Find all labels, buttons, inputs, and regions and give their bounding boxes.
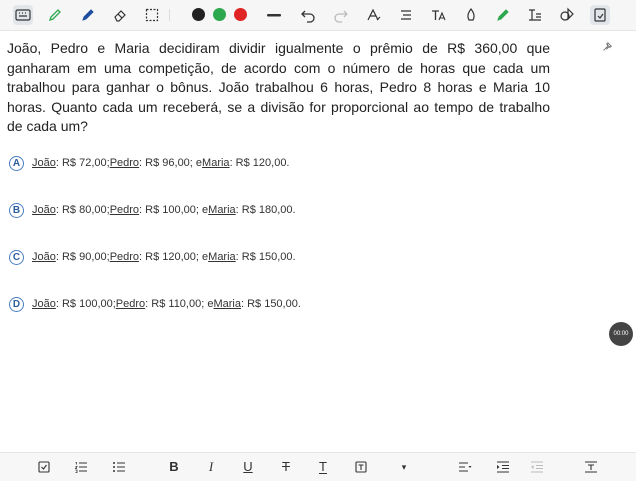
option-value-3: : R$ 180,00. <box>235 204 296 216</box>
option-name-1: João <box>32 298 56 310</box>
bold-button[interactable] <box>165 459 183 475</box>
text-box-icon[interactable] <box>525 5 545 25</box>
undo-icon[interactable] <box>298 5 318 25</box>
option-value-2: : R$ 96,00; e <box>139 157 203 169</box>
option-letter-badge: A <box>9 156 24 171</box>
text-style-button[interactable] <box>314 459 332 475</box>
option-letter-badge: C <box>9 250 24 265</box>
paragraph-align-icon[interactable] <box>456 459 474 475</box>
handwriting-to-text-icon[interactable] <box>364 5 384 25</box>
option-value-1: : R$ 100,00; <box>55 298 116 310</box>
checkbox-list-icon[interactable] <box>35 459 53 475</box>
indent-icon[interactable] <box>494 459 512 475</box>
option-d[interactable] <box>9 294 301 314</box>
option-value-3: : R$ 120,00. <box>229 157 290 169</box>
underline-label: U <box>243 459 253 474</box>
outdent-icon[interactable] <box>528 459 546 475</box>
bold-label: B <box>169 459 179 474</box>
redo-icon[interactable] <box>331 5 351 25</box>
option-name-2: Pedro <box>109 251 140 263</box>
pen-icon[interactable] <box>45 5 65 25</box>
underline-button[interactable] <box>239 459 257 475</box>
color-red-swatch[interactable] <box>234 8 247 21</box>
color-green-swatch[interactable] <box>213 8 226 21</box>
option-name-3: Maria <box>208 251 236 263</box>
option-value-2: : R$ 100,00; e <box>139 204 209 216</box>
lasso-select-icon[interactable] <box>142 5 162 25</box>
top-toolbar <box>0 0 636 31</box>
bottom-toolbar <box>0 452 636 481</box>
option-name-1: João <box>32 204 56 216</box>
pin-icon[interactable] <box>600 40 614 54</box>
read-mode-icon[interactable] <box>590 5 610 25</box>
toolbar-divider <box>169 9 170 21</box>
text-align-icon[interactable] <box>396 5 416 25</box>
option-value-3: : R$ 150,00. <box>240 298 301 310</box>
strikethrough-label: T <box>282 459 290 474</box>
strikethrough-button[interactable] <box>277 459 295 475</box>
text-size-icon[interactable] <box>352 459 370 475</box>
option-value-1: : R$ 72,00; <box>55 157 110 169</box>
shapes-icon[interactable] <box>557 5 577 25</box>
question-text: João, Pedro e Maria decidiram dividir igualmente o prêmio de R$ 360,00 que ganharam em uma competição, de acordo com o número de horas que cada um trabalhou para ganhar o bônus. João trabalhou 6 horas, Pedro 8 horas e Maria 10 horas. Quanto cada um receberá, se a divisão for proporcional ao tempo de trabalho de cada um? <box>7 40 550 134</box>
option-name-3: Maria <box>208 204 236 216</box>
option-a[interactable] <box>9 153 290 173</box>
marker-icon[interactable] <box>78 5 98 25</box>
option-value-1: : R$ 80,00; <box>55 204 110 216</box>
font-dropdown-button[interactable] <box>395 459 413 475</box>
option-value-1: : R$ 90,00; <box>55 251 110 263</box>
option-name-1: João <box>32 251 56 263</box>
italic-label: I <box>208 459 214 474</box>
shape-icon[interactable] <box>461 5 481 25</box>
option-value-2: : R$ 110,00; e <box>145 298 214 310</box>
color-black-swatch[interactable] <box>192 8 205 21</box>
italic-button[interactable] <box>202 459 220 475</box>
text-style-label: T <box>319 459 327 474</box>
numbered-list-icon[interactable] <box>72 459 90 475</box>
option-letter-badge: D <box>9 297 24 312</box>
option-name-1: João <box>32 157 56 169</box>
bullet-list-icon[interactable] <box>110 459 128 475</box>
recording-timer[interactable]: 00:00 <box>609 322 633 346</box>
option-c[interactable] <box>9 247 296 267</box>
stroke-width-icon[interactable] <box>264 5 284 25</box>
option-value-3: : R$ 150,00. <box>235 251 296 263</box>
option-b[interactable] <box>9 200 296 220</box>
option-letter-badge: B <box>9 203 24 218</box>
option-name-3: Maria <box>213 298 241 310</box>
option-name-3: Maria <box>202 157 230 169</box>
option-value-2: : R$ 120,00; e <box>139 251 209 263</box>
highlighter-icon[interactable] <box>493 5 513 25</box>
eraser-icon[interactable] <box>110 5 130 25</box>
keyboard-icon[interactable] <box>13 5 33 25</box>
option-name-2: Pedro <box>115 298 146 310</box>
option-name-2: Pedro <box>109 157 140 169</box>
option-name-2: Pedro <box>109 204 140 216</box>
text-format-icon[interactable] <box>428 5 448 25</box>
chevron-down-icon: ▾ <box>401 462 407 472</box>
clear-format-icon[interactable] <box>582 459 600 475</box>
